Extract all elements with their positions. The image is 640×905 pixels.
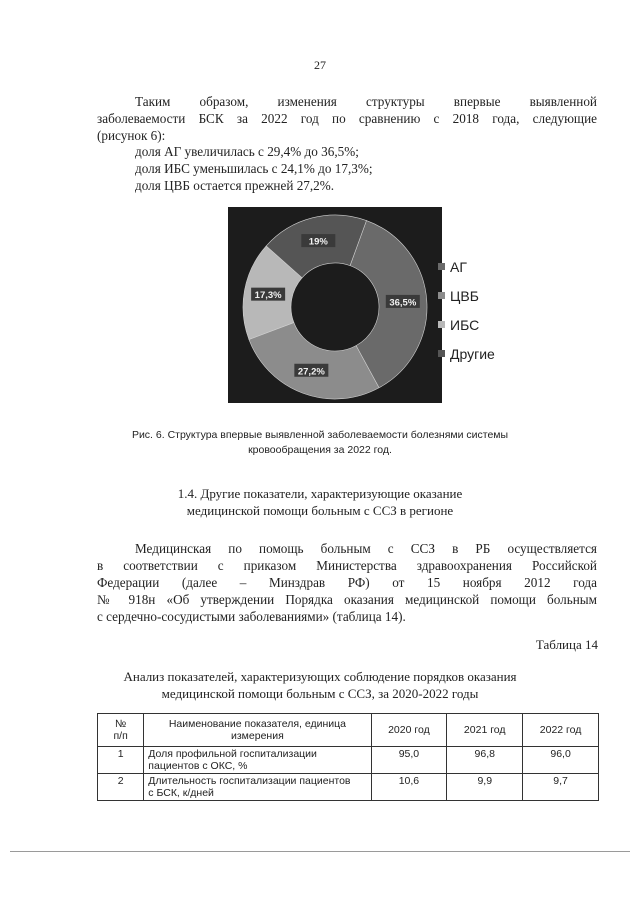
body-line: Медицинская по помощь больным с ССЗ в РБ осуществляется (135, 541, 597, 556)
chart-legend (438, 252, 495, 368)
table-row (98, 774, 599, 801)
legend-swatch (438, 292, 445, 299)
list-item: доля ЦВБ остается прежней 27,2%. (135, 178, 335, 193)
data-label-3 (251, 288, 285, 302)
legend-label: ИБС (450, 316, 480, 333)
indicators-table (97, 713, 599, 801)
legend-label: Другие (450, 345, 495, 362)
cell-2021: 9,9 (447, 774, 523, 801)
figure-caption (110, 428, 530, 458)
table-title-line: медицинской помощи больным с ССЗ, за 2020-2022 годы (161, 686, 479, 701)
donut-slice-2 (249, 323, 379, 399)
list-item: доля АГ увеличилась с 29,4% до 36,5%; (135, 144, 359, 159)
legend-label: АГ (450, 258, 467, 275)
header-num: № п/п (98, 714, 144, 747)
caption-line: кровообращения за 2022 год. (248, 444, 392, 456)
cell-2022: 96,0 (523, 747, 599, 774)
data-label-text: 36,5% (389, 297, 417, 309)
donut-chart (228, 207, 442, 403)
data-label-text: 27,2% (297, 366, 325, 378)
table-header-row (98, 714, 599, 747)
section-line: медицинской помощи больным с ССЗ в регионе (186, 503, 454, 518)
header-2022: 2022 год (523, 714, 599, 747)
caption-line: Рис. 6. Структура впервые выявленной заболеваемости болезнями системы (131, 429, 509, 441)
cell-num: 1 (98, 747, 144, 774)
legend-item (438, 281, 495, 310)
body-paragraph (97, 540, 597, 625)
cell-name: Доля профильной госпитализации пациентов с ОКС, % (144, 747, 371, 774)
header-2021: 2021 год (447, 714, 523, 747)
table-title-line: Анализ показателей, характеризующих соблюдение порядков оказания (123, 669, 517, 684)
list-item: доля ИБС уменьшилась с 24,1% до 17,3%; (135, 161, 373, 176)
intro-paragraph (97, 93, 597, 144)
data-label-text: 19% (308, 236, 328, 248)
cell-2021: 96,8 (447, 747, 523, 774)
data-label-text: 17,3% (254, 290, 282, 302)
legend-label: ЦВБ (450, 287, 479, 304)
section-heading (80, 485, 560, 519)
data-label-1 (386, 295, 420, 309)
body-line: в соответствии с приказом Министерства здравоохранения Российской (97, 558, 597, 573)
cell-num: 2 (98, 774, 144, 801)
header-name: Наименование показателя, единица измерения (144, 714, 371, 747)
page-number: 27 (314, 58, 326, 72)
body-line: Федерации (далее – Минздрав РФ) от 15 ноября 2012 года (97, 575, 597, 590)
data-label-2 (294, 364, 328, 378)
legend-swatch (438, 321, 445, 328)
cell-2020: 10,6 (371, 774, 447, 801)
header-2020: 2020 год (371, 714, 447, 747)
legend-item (438, 310, 495, 339)
intro-line: заболеваемости БСК за 2022 год по сравнению с 2018 года, следующие (97, 111, 597, 126)
donut-chart-svg (228, 207, 442, 403)
legend-swatch (438, 263, 445, 270)
legend-item (438, 252, 495, 281)
intro-line: Таким образом, изменения структуры впервые выявленной (135, 94, 597, 109)
cell-2020: 95,0 (371, 747, 447, 774)
section-line: 1.4. Другие показатели, характеризующие оказание (177, 486, 463, 501)
legend-item (438, 339, 495, 368)
table-label: Таблица 14 (535, 637, 598, 652)
intro-line: (рисунок 6): (97, 128, 166, 143)
body-line: № 918н «Об утверждении Порядка оказания медицинской помощи больным (97, 592, 597, 607)
data-label-4 (301, 234, 335, 248)
cell-name: Длительность госпитализации пациентов с БСК, к/дней (144, 774, 371, 801)
cell-2022: 9,7 (523, 774, 599, 801)
legend-swatch (438, 350, 445, 357)
body-line: с сердечно-сосудистыми заболеваниями» (таблица 14). (97, 609, 406, 624)
table-row (98, 747, 599, 774)
table-title (80, 668, 560, 702)
footer-divider (10, 851, 630, 852)
